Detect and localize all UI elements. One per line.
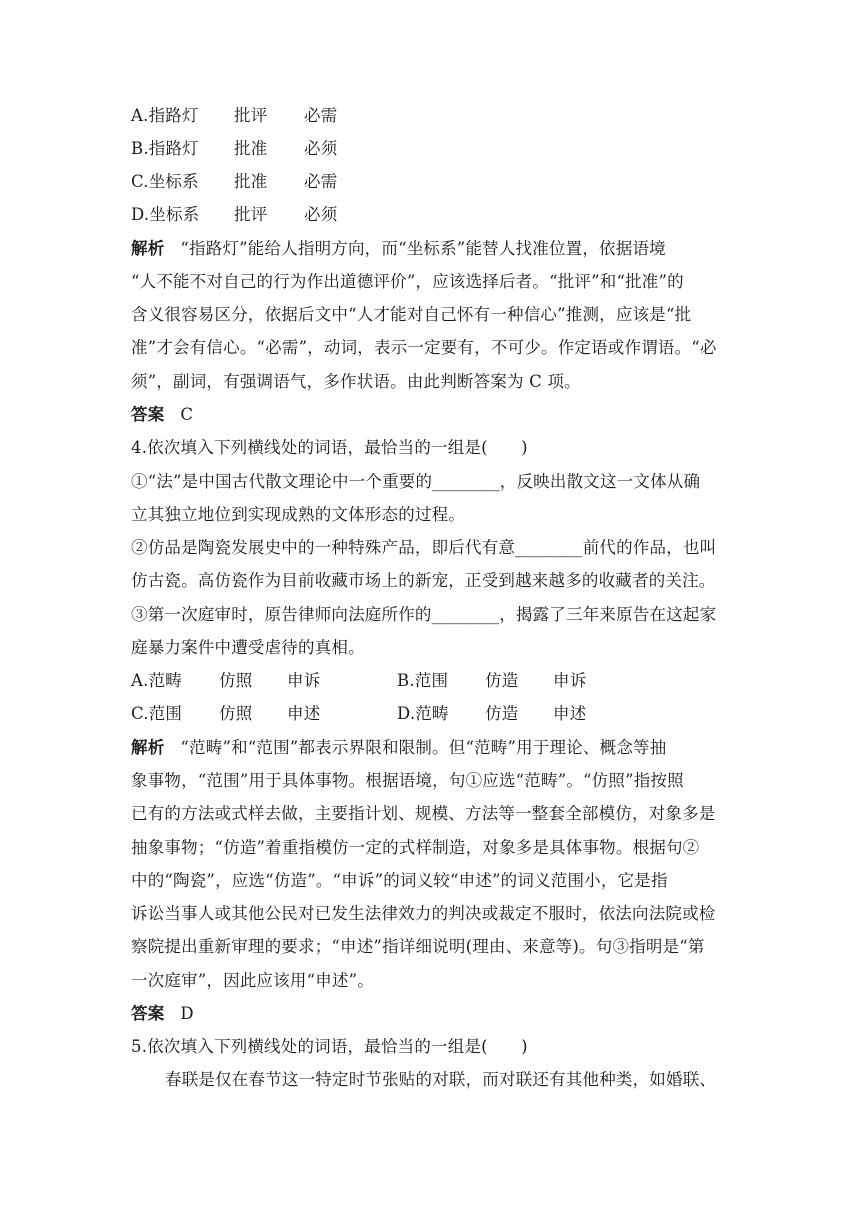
q4-options-row-2: C.范围 仿照 申述 D.范畴 仿造 申述 [131, 704, 587, 723]
q3-answer-label: 答案 [131, 405, 165, 424]
q4-analysis-line: 解析 “范畴”和“范围”都表示界限和限制。但“范畴”用于理论、概念等抽 [131, 738, 667, 757]
q4-sentence-line: ③第一次庭审时，原告律师向法庭所作的________，揭露了三年来原告在这起家 [131, 605, 717, 624]
q4-analysis-line: 已有的方法或式样去做，主要指计划、规模、方法等一整套全部模仿，对象多是 [131, 804, 716, 823]
q4-analysis-line: 诉讼当事人或其他公民对已发生法律效力的判决或裁定不服时，依法向法院或检 [131, 904, 716, 923]
q3-analysis-label: 解析 [131, 239, 165, 258]
q4-options-row-1: A.范畴 仿照 申诉 B.范围 仿造 申诉 [131, 671, 587, 690]
q3-analysis-line: 解析 “指路灯”能给人指明方向，而“坐标系”能替人找准位置，依据语境 [131, 239, 666, 258]
q3-option-a: A.指路灯 批评 必需 [131, 106, 338, 125]
q3-analysis-line: 准”才会有信心。“必需”，动词，表示一定要有，不可少。作定语或作谓语。“必 [131, 338, 717, 357]
q3-option-d: D.坐标系 批评 必须 [131, 205, 338, 224]
q3-option-b: B.指路灯 批准 必须 [131, 139, 338, 158]
q4-analysis-line: 察院提出重新审理的要求；“申述”指详细说明(理由、来意等)。句③指明是“第 [131, 937, 705, 956]
q4-sentence-line: ②仿品是陶瓷发展史中的一种特殊产品，即后代有意________前代的作品，也叫 [131, 538, 717, 557]
q4-sentence-line: ①“法”是中国古代散文理论中一个重要的________，反映出散文这一文体从确 [131, 472, 701, 491]
q4-stem: 4.依次填入下列横线处的词语，最恰当的一组是( ) [131, 438, 528, 457]
q5-stem: 5.依次填入下列横线处的词语，最恰当的一组是( ) [131, 1037, 528, 1056]
q3-analysis-line: 含义很容易区分，依据后文中“人才能对自己怀有一种信心”推测，应该是“批 [131, 305, 692, 324]
q4-analysis-line: 一次庭审”，因此应该用“申述”。 [131, 971, 375, 990]
q4-analysis-label: 解析 [131, 738, 165, 757]
q4-answer [131, 1004, 731, 1024]
q4-answer-label: 答案 [131, 1004, 165, 1023]
q4-analysis-line: 中的“陶瓷”，应选“仿造”。“申诉”的词义较“申述”的词义范围小，它是指 [131, 871, 668, 890]
q3-option-c: C.坐标系 批准 必需 [131, 172, 338, 191]
q4-analysis-line: 抽象事物；“仿造”着重指模仿一定的式样制造，对象多是具体事物。根据句② [131, 838, 700, 857]
q4-sentence-line: 庭暴力案件中遭受虐待的真相。 [131, 638, 365, 657]
q4-answer-value: D [180, 1004, 194, 1023]
q5-passage-line: 春联是仅在春节这一特定时节张贴的对联，而对联还有其他种类，如婚联、 [165, 1070, 717, 1089]
q3-answer [131, 405, 731, 425]
q4-sentence-line: 仿古瓷。高仿瓷作为目前收藏市场上的新宠，正受到越来越多的收藏者的关注。 [131, 571, 716, 590]
q3-analysis-line: “人不能不对自己的行为作出道德评价”，应该选择后者。“批评”和“批准”的 [131, 272, 684, 291]
q4-sentence-line: 立其独立地位到实现成熟的文体形态的过程。 [131, 505, 465, 524]
q3-analysis-line: 须”，副词，有强调语气，多作状语。由此判断答案为 C 项。 [131, 372, 581, 391]
q3-answer-value: C [180, 405, 194, 424]
q4-analysis-line: 象事物，“范围”用于具体事物。根据语境，句①应选“范畴”。“仿照”指按照 [131, 771, 684, 790]
